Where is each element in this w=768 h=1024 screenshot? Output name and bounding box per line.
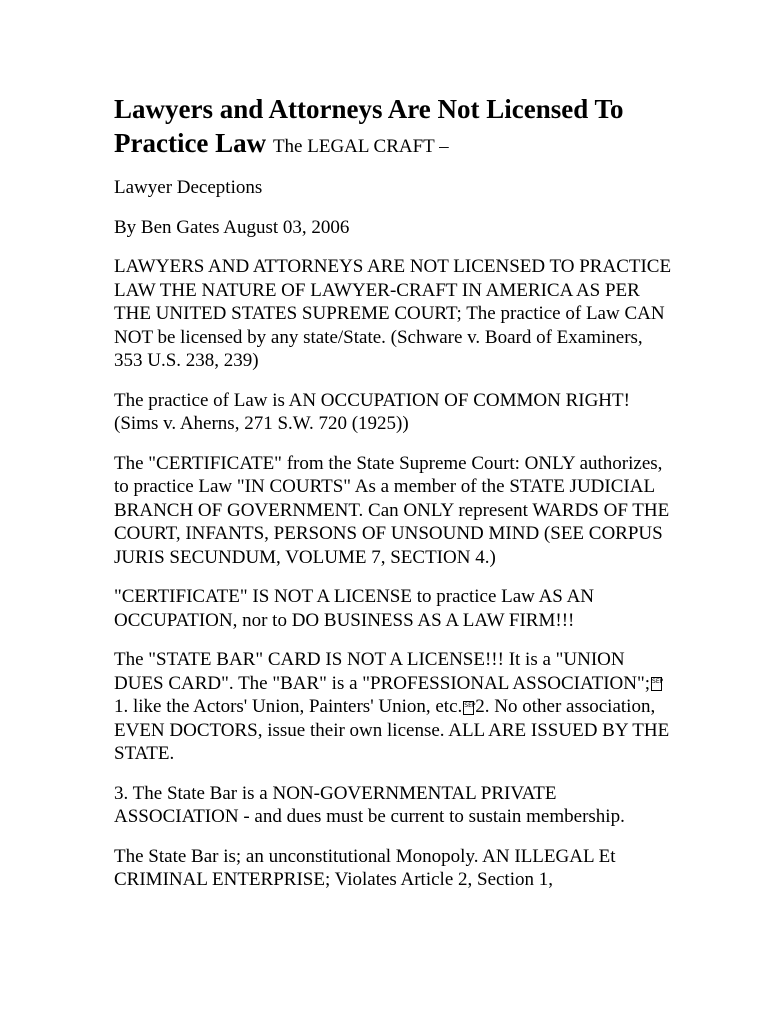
- sep-glyph-icon: SEP: [651, 677, 662, 691]
- paragraph: "CERTIFICATE" IS NOT A LICENSE to practice Law AS AN OCCUPATION, nor to DO BUSINESS AS A LAW FIRM!!!: [114, 586, 595, 631]
- byline: By Ben Gates August 03, 2006: [114, 216, 350, 238]
- sep-glyph-icon: SEP: [463, 701, 474, 715]
- bar-paragraph-part1: The "STATE BAR" CARD IS NOT A LICENSE!!! It is a "UNION DUES CARD". The "BAR" is a "PROFESSIONAL ASSOCIATION";: [114, 649, 651, 694]
- bar-paragraph-part3: 2. No other association, EVEN DOCTORS, issue their own license. ALL ARE ISSUED BY THE STATE.: [114, 696, 670, 764]
- paragraph: 3. The State Bar is a NON-GOVERNMENTAL PRIVATE ASSOCIATION - and dues must be current to sustain membership.: [114, 782, 625, 827]
- paragraph: The "CERTIFICATE" from the State Supreme Court: ONLY authorizes, to practice Law "IN COURTS" As a member of the STATE JUDICIAL BRANCH OF GOVERNMENT. Can ONLY represent WARDS OF THE COURT, INFANTS, PERSONS OF UNSOUND MIND (SEE CORPUS JURIS SECUNDUM, VOLUME 7, SECTION 4.): [114, 452, 670, 568]
- document-page: [114, 92, 674, 908]
- title-suffix: The LEGAL CRAFT –: [272, 136, 449, 157]
- title-text: Lawyers and Attorneys Are Not Licensed To Practice Law: [114, 94, 624, 158]
- paragraph: The practice of Law is AN OCCUPATION OF COMMON RIGHT! (Sims v. Aherns, 271 S.W. 720 (1925)): [114, 389, 630, 434]
- paragraph: The State Bar is; an unconstitutional Monopoly. AN ILLEGAL Et CRIMINAL ENTERPRISE; Violates Article 2, Section 1,: [114, 845, 616, 890]
- bar-paragraph: [114, 648, 674, 766]
- paragraph: LAWYERS AND ATTORNEYS ARE NOT LICENSED TO PRACTICE LAW THE NATURE OF LAWYER-CRAFT IN AMERICA AS PER THE UNITED STATES SUPREME COURT; The practice of Law CAN NOT be licensed by any state/State. (Schware v. Board of Examiners, 353 U.S. 238, 239): [114, 256, 672, 371]
- document-title: [114, 92, 674, 164]
- bar-paragraph-part2: 1. like the Actors' Union, Painters' Union, etc.: [114, 696, 463, 717]
- subtitle: Lawyer Deceptions: [114, 177, 263, 198]
